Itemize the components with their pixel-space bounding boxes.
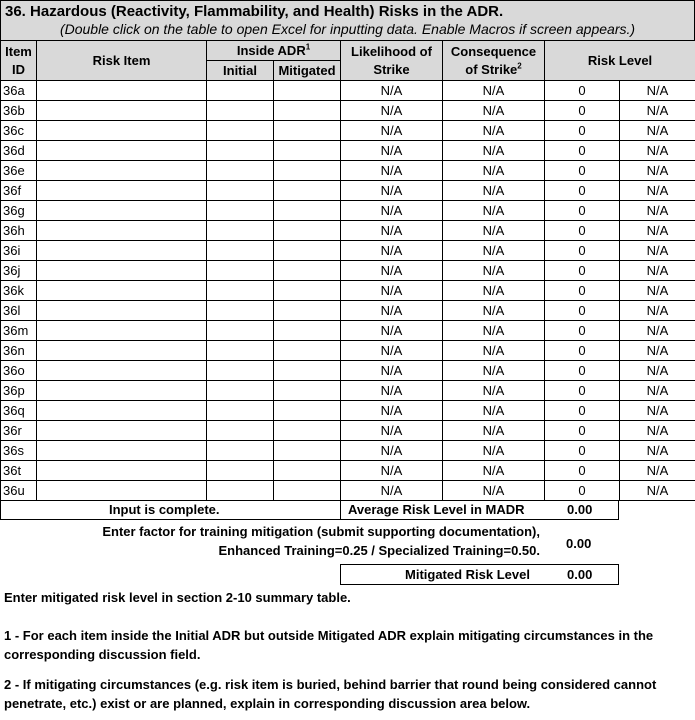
risk-level-cell: N/A bbox=[620, 201, 695, 221]
item-id-header-line2: ID bbox=[12, 61, 25, 77]
risk-level-cell: N/A bbox=[620, 381, 695, 401]
table-row[interactable] bbox=[1, 121, 695, 141]
likelihood-cell: N/A bbox=[341, 441, 443, 461]
initial-adr-cell[interactable] bbox=[207, 361, 274, 381]
risk-item-cell[interactable] bbox=[37, 361, 207, 381]
item-id-cell: 36d bbox=[1, 141, 37, 161]
risk-item-cell[interactable] bbox=[37, 401, 207, 421]
item-id-cell: 36k bbox=[1, 281, 37, 301]
mitigated-adr-cell[interactable] bbox=[274, 341, 341, 361]
risk-item-cell[interactable] bbox=[37, 181, 207, 201]
risk-item-cell[interactable] bbox=[37, 81, 207, 101]
item-id-cell: 36s bbox=[1, 441, 37, 461]
likelihood-header bbox=[341, 41, 443, 81]
mitigated-adr-cell[interactable] bbox=[274, 181, 341, 201]
likelihood-cell: N/A bbox=[341, 201, 443, 221]
likelihood-cell: N/A bbox=[341, 381, 443, 401]
consequence-cell: N/A bbox=[443, 401, 545, 421]
likelihood-cell: N/A bbox=[341, 101, 443, 121]
likelihood-cell: N/A bbox=[341, 461, 443, 481]
risk-score-cell: 0 bbox=[545, 161, 620, 181]
risk-item-cell[interactable] bbox=[37, 481, 207, 501]
consequence-cell: N/A bbox=[443, 221, 545, 241]
risk-level-cell: N/A bbox=[620, 461, 695, 481]
mitigated-adr-cell[interactable] bbox=[274, 261, 341, 281]
table-row[interactable] bbox=[1, 81, 695, 101]
footnote-1: 1 - For each item inside the Initial ADR but outside Mitigated ADR explain mitigating circumstances in the corresponding discussion field. bbox=[4, 628, 654, 662]
consequence-cell: N/A bbox=[443, 381, 545, 401]
input-status-box bbox=[0, 500, 341, 520]
consequence-header-line2: of Strike bbox=[465, 61, 518, 77]
risk-table-body[interactable] bbox=[1, 81, 695, 501]
risk-item-cell[interactable] bbox=[37, 201, 207, 221]
table-row[interactable] bbox=[1, 461, 695, 481]
risk-level-cell: N/A bbox=[620, 421, 695, 441]
risk-level-cell: N/A bbox=[620, 121, 695, 141]
risk-level-cell: N/A bbox=[620, 141, 695, 161]
likelihood-header-line1: Likelihood of bbox=[351, 43, 432, 59]
likelihood-cell: N/A bbox=[341, 81, 443, 101]
mitigated-adr-cell[interactable] bbox=[274, 421, 341, 441]
consequence-cell: N/A bbox=[443, 281, 545, 301]
footnote-2-mark: 2 bbox=[517, 61, 522, 71]
risk-level-cell: N/A bbox=[620, 181, 695, 201]
table-row[interactable] bbox=[1, 481, 695, 501]
initial-adr-cell[interactable] bbox=[207, 221, 274, 241]
item-id-cell: 36p bbox=[1, 381, 37, 401]
instructions-subtitle: (Double click on the table to open Excel for inputting data. Enable Macros if screen appears.) bbox=[59, 21, 636, 37]
risk-score-cell: 0 bbox=[545, 481, 620, 501]
likelihood-cell: N/A bbox=[341, 341, 443, 361]
initial-adr-cell[interactable] bbox=[207, 181, 274, 201]
risk-table[interactable] bbox=[0, 40, 695, 501]
table-row[interactable] bbox=[1, 381, 695, 401]
risk-level-cell: N/A bbox=[620, 261, 695, 281]
consequence-cell: N/A bbox=[443, 301, 545, 321]
initial-adr-cell[interactable] bbox=[207, 421, 274, 441]
consequence-cell: N/A bbox=[443, 461, 545, 481]
risk-score-cell: 0 bbox=[545, 381, 620, 401]
consequence-cell: N/A bbox=[443, 321, 545, 341]
consequence-cell: N/A bbox=[443, 161, 545, 181]
mitigated-adr-cell[interactable] bbox=[274, 461, 341, 481]
item-id-cell: 36l bbox=[1, 301, 37, 321]
mitigated-risk-value: 0.00 bbox=[567, 567, 593, 582]
consequence-cell: N/A bbox=[443, 341, 545, 361]
consequence-header bbox=[443, 41, 545, 81]
training-factor-line1: Enter factor for training mitigation (submit supporting documentation), bbox=[102, 524, 540, 539]
risk-score-cell: 0 bbox=[545, 321, 620, 341]
table-row[interactable] bbox=[1, 281, 695, 301]
initial-adr-cell[interactable] bbox=[207, 201, 274, 221]
likelihood-cell: N/A bbox=[341, 481, 443, 501]
risk-level-cell: N/A bbox=[620, 81, 695, 101]
consequence-cell: N/A bbox=[443, 121, 545, 141]
input-status: Input is complete. bbox=[109, 502, 220, 517]
risk-level-cell: N/A bbox=[620, 241, 695, 261]
item-id-cell: 36u bbox=[1, 481, 37, 501]
section-title: 36. Hazardous (Reactivity, Flammability, and Health) Risks in the ADR. bbox=[5, 3, 504, 20]
table-row[interactable] bbox=[1, 261, 695, 281]
item-id-cell: 36m bbox=[1, 321, 37, 341]
item-id-cell: 36o bbox=[1, 361, 37, 381]
mitigated-adr-cell[interactable] bbox=[274, 161, 341, 181]
risk-score-cell: 0 bbox=[545, 221, 620, 241]
table-row[interactable] bbox=[1, 301, 695, 321]
mitigated-adr-cell[interactable] bbox=[274, 121, 341, 141]
table-row[interactable] bbox=[1, 201, 695, 221]
risk-item-cell[interactable] bbox=[37, 301, 207, 321]
risk-level-cell: N/A bbox=[620, 401, 695, 421]
consequence-cell: N/A bbox=[443, 141, 545, 161]
mitigated-adr-cell[interactable] bbox=[274, 241, 341, 261]
likelihood-cell: N/A bbox=[341, 301, 443, 321]
consequence-cell: N/A bbox=[443, 481, 545, 501]
initial-adr-cell[interactable] bbox=[207, 461, 274, 481]
average-risk-label: Average Risk Level in MADR bbox=[348, 502, 525, 517]
initial-adr-cell[interactable] bbox=[207, 481, 274, 501]
likelihood-cell: N/A bbox=[341, 321, 443, 341]
likelihood-cell: N/A bbox=[341, 181, 443, 201]
risk-item-cell[interactable] bbox=[37, 341, 207, 361]
item-id-cell: 36r bbox=[1, 421, 37, 441]
table-row[interactable] bbox=[1, 221, 695, 241]
consequence-cell: N/A bbox=[443, 181, 545, 201]
table-row[interactable] bbox=[1, 441, 695, 461]
consequence-cell: N/A bbox=[443, 421, 545, 441]
item-id-cell: 36t bbox=[1, 461, 37, 481]
risk-item-cell[interactable] bbox=[37, 221, 207, 241]
item-id-cell: 36a bbox=[1, 81, 37, 101]
risk-item-cell[interactable] bbox=[37, 461, 207, 481]
average-risk-box bbox=[340, 500, 619, 520]
initial-adr-cell[interactable] bbox=[207, 261, 274, 281]
risk-level-header: Risk Level bbox=[545, 41, 695, 81]
risk-score-cell: 0 bbox=[545, 341, 620, 361]
consequence-cell: N/A bbox=[443, 441, 545, 461]
risk-score-cell: 0 bbox=[545, 81, 620, 101]
inside-adr-header bbox=[207, 41, 341, 61]
table-row[interactable] bbox=[1, 321, 695, 341]
table-row[interactable] bbox=[1, 161, 695, 181]
likelihood-cell: N/A bbox=[341, 141, 443, 161]
risk-score-cell: 0 bbox=[545, 101, 620, 121]
mitigated-adr-cell[interactable] bbox=[274, 481, 341, 501]
likelihood-cell: N/A bbox=[341, 261, 443, 281]
footnote-1-mark: 1 bbox=[305, 42, 311, 52]
consequence-cell: N/A bbox=[443, 361, 545, 381]
risk-item-cell[interactable] bbox=[37, 381, 207, 401]
table-row[interactable] bbox=[1, 401, 695, 421]
table-row[interactable] bbox=[1, 361, 695, 381]
risk-level-cell: N/A bbox=[620, 161, 695, 181]
risk-item-cell[interactable] bbox=[37, 261, 207, 281]
risk-level-cell: N/A bbox=[620, 301, 695, 321]
initial-adr-cell[interactable] bbox=[207, 241, 274, 261]
training-factor-value[interactable]: 0.00 bbox=[566, 536, 592, 551]
risk-score-cell: 0 bbox=[545, 301, 620, 321]
likelihood-header-line2: Strike bbox=[373, 61, 410, 77]
mitigated-adr-cell[interactable] bbox=[274, 361, 341, 381]
inside-adr-label: Inside ADR bbox=[236, 42, 306, 58]
item-id-cell: 36q bbox=[1, 401, 37, 421]
consequence-header-line1: Consequence bbox=[450, 43, 537, 59]
consequence-cell: N/A bbox=[443, 261, 545, 281]
risk-score-cell: 0 bbox=[545, 401, 620, 421]
mitigated-adr-cell[interactable] bbox=[274, 321, 341, 341]
risk-score-cell: 0 bbox=[545, 461, 620, 481]
risk-item-cell[interactable] bbox=[37, 321, 207, 341]
initial-adr-cell[interactable] bbox=[207, 161, 274, 181]
initial-header: Initial bbox=[207, 61, 274, 81]
training-factor-line2: Enhanced Training=0.25 / Specialized Training=0.50. bbox=[218, 543, 540, 558]
mitigated-adr-cell[interactable] bbox=[274, 381, 341, 401]
initial-adr-cell[interactable] bbox=[207, 281, 274, 301]
table-row[interactable] bbox=[1, 141, 695, 161]
mitigated-adr-cell[interactable] bbox=[274, 281, 341, 301]
table-row[interactable] bbox=[1, 181, 695, 201]
mitigated-adr-cell[interactable] bbox=[274, 101, 341, 121]
risk-score-cell: 0 bbox=[545, 121, 620, 141]
risk-score-cell: 0 bbox=[545, 141, 620, 161]
mitigated-adr-cell[interactable] bbox=[274, 221, 341, 241]
likelihood-cell: N/A bbox=[341, 281, 443, 301]
risk-score-cell: 0 bbox=[545, 181, 620, 201]
risk-item-cell[interactable] bbox=[37, 121, 207, 141]
item-id-cell: 36h bbox=[1, 221, 37, 241]
initial-adr-cell[interactable] bbox=[207, 441, 274, 461]
mitigated-adr-cell[interactable] bbox=[274, 441, 341, 461]
risk-score-cell: 0 bbox=[545, 261, 620, 281]
initial-adr-cell[interactable] bbox=[207, 141, 274, 161]
risk-level-cell: N/A bbox=[620, 101, 695, 121]
mitigated-header: Mitigated bbox=[274, 61, 341, 81]
risk-score-cell: 0 bbox=[545, 241, 620, 261]
likelihood-cell: N/A bbox=[341, 221, 443, 241]
item-id-cell: 36j bbox=[1, 261, 37, 281]
likelihood-cell: N/A bbox=[341, 401, 443, 421]
mitigated-risk-box bbox=[340, 564, 619, 585]
risk-item-cell[interactable] bbox=[37, 421, 207, 441]
risk-level-cell: N/A bbox=[620, 361, 695, 381]
likelihood-cell: N/A bbox=[341, 361, 443, 381]
footnote-2: 2 - If mitigating circumstances (e.g. risk item is buried, behind barrier that round being considered cannot penetrate, etc.) exist or are planned, explain in corresponding discussion area below. bbox=[4, 677, 657, 711]
likelihood-cell: N/A bbox=[341, 161, 443, 181]
mitigated-adr-cell[interactable] bbox=[274, 141, 341, 161]
initial-adr-cell[interactable] bbox=[207, 381, 274, 401]
risk-item-cell[interactable] bbox=[37, 241, 207, 261]
risk-item-cell[interactable] bbox=[37, 141, 207, 161]
risk-score-cell: 0 bbox=[545, 201, 620, 221]
item-id-cell: 36e bbox=[1, 161, 37, 181]
risk-level-cell: N/A bbox=[620, 221, 695, 241]
table-row[interactable] bbox=[1, 341, 695, 361]
item-id-cell: 36n bbox=[1, 341, 37, 361]
risk-level-cell: N/A bbox=[620, 341, 695, 361]
risk-item-cell[interactable] bbox=[37, 161, 207, 181]
risk-score-cell: 0 bbox=[545, 421, 620, 441]
risk-level-cell: N/A bbox=[620, 321, 695, 341]
risk-level-cell: N/A bbox=[620, 281, 695, 301]
table-row[interactable] bbox=[1, 241, 695, 261]
risk-score-cell: 0 bbox=[545, 441, 620, 461]
mitigated-adr-cell[interactable] bbox=[274, 201, 341, 221]
consequence-cell: N/A bbox=[443, 241, 545, 261]
item-id-cell: 36b bbox=[1, 101, 37, 121]
initial-adr-cell[interactable] bbox=[207, 301, 274, 321]
initial-adr-cell[interactable] bbox=[207, 121, 274, 141]
item-id-header bbox=[1, 41, 37, 81]
likelihood-cell: N/A bbox=[341, 241, 443, 261]
risk-score-cell: 0 bbox=[545, 361, 620, 381]
initial-adr-cell[interactable] bbox=[207, 81, 274, 101]
mitigated-risk-label: Mitigated Risk Level bbox=[405, 567, 530, 582]
risk-level-cell: N/A bbox=[620, 481, 695, 501]
initial-adr-cell[interactable] bbox=[207, 101, 274, 121]
initial-adr-cell[interactable] bbox=[207, 341, 274, 361]
item-id-cell: 36f bbox=[1, 181, 37, 201]
risk-item-header: Risk Item bbox=[37, 41, 207, 81]
risk-score-cell: 0 bbox=[545, 281, 620, 301]
table-row[interactable] bbox=[1, 101, 695, 121]
consequence-cell: N/A bbox=[443, 101, 545, 121]
risk-level-cell: N/A bbox=[620, 441, 695, 461]
mitigated-adr-cell[interactable] bbox=[274, 81, 341, 101]
summary-table-instruction: Enter mitigated risk level in section 2-10 summary table. bbox=[4, 590, 351, 605]
average-risk-value: 0.00 bbox=[567, 502, 593, 517]
likelihood-cell: N/A bbox=[341, 121, 443, 141]
section-title-box bbox=[0, 0, 695, 41]
risk-item-cell[interactable] bbox=[37, 441, 207, 461]
risk-item-cell[interactable] bbox=[37, 101, 207, 121]
item-id-cell: 36g bbox=[1, 201, 37, 221]
consequence-cell: N/A bbox=[443, 201, 545, 221]
item-id-cell: 36i bbox=[1, 241, 37, 261]
consequence-cell: N/A bbox=[443, 81, 545, 101]
consequence-header-line2-wrap bbox=[443, 61, 544, 79]
mitigated-adr-cell[interactable] bbox=[274, 301, 341, 321]
initial-adr-cell[interactable] bbox=[207, 401, 274, 421]
likelihood-cell: N/A bbox=[341, 421, 443, 441]
initial-adr-cell[interactable] bbox=[207, 321, 274, 341]
item-id-header-line1: Item bbox=[5, 43, 32, 59]
table-row[interactable] bbox=[1, 421, 695, 441]
item-id-cell: 36c bbox=[1, 121, 37, 141]
risk-item-cell[interactable] bbox=[37, 281, 207, 301]
mitigated-adr-cell[interactable] bbox=[274, 401, 341, 421]
